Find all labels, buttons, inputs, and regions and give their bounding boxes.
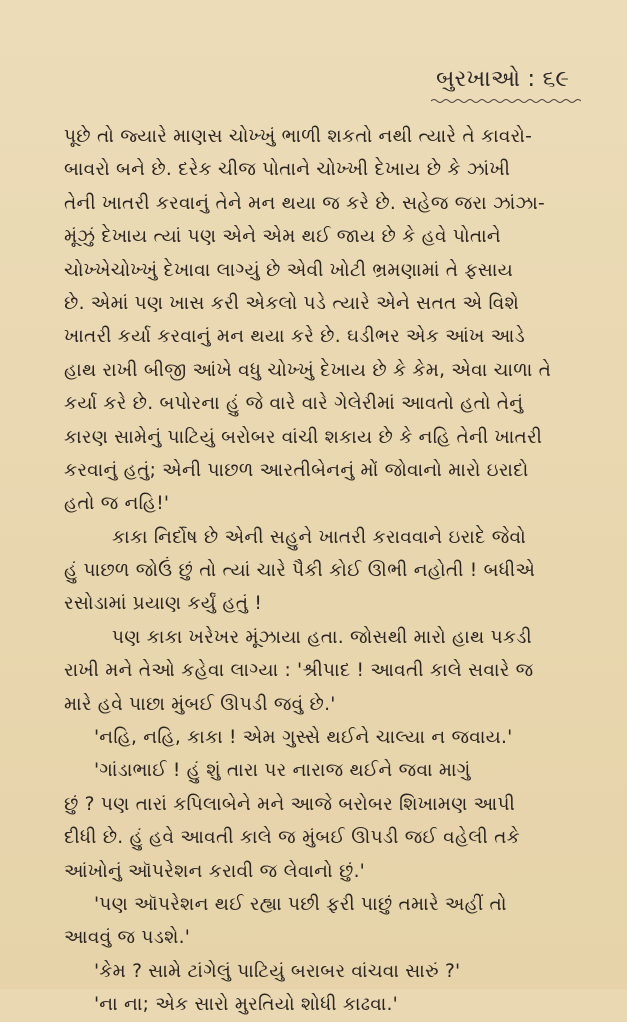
- text-line: મારે હવે પાછા મુંબઈ ઊપડી જવું છે.': [64, 693, 336, 715]
- text-line: કાકા નિર્દોષ છે એની સહુને ખાતરી કરાવવાને ઇરાદે જેવો: [112, 526, 526, 548]
- body-text: [64, 120, 584, 1022]
- text-line: છું ? પણ તારાં કપિલાબેને મને આજે બરોબર શિખામણ આપી: [64, 793, 516, 815]
- text-line: કર્યા કરે છે. બપોરના હું જે વારે વારે ગેલેરીમાં આવતો હતો તેનું: [64, 393, 524, 415]
- text-line: કારણ સામેનું પાટિયું બરોબર વાંચી શકાય છે કે નહિ તેની ખાતરી: [64, 426, 543, 448]
- text-line: છે. એમાં પણ ખાસ કરી એકલો પડે ત્યારે એને સતત એ વિશે: [64, 292, 520, 314]
- text-line: ચોખ્ખેચોખ્ખું દેખાવા લાગ્યું છે એવી ખોટી ભ્રમણામાં તે ફસાય: [64, 259, 514, 281]
- text-line: હાથ રાખી બીજી આંખે વધુ ચોખ્ખું દેખાય છે કે કેમ, એવા ચાળા તે: [64, 359, 552, 381]
- text-line: ખાતરી કર્યા કરવાનું મન થયા કરે છે. ઘડીભર એક આંખ આડે: [64, 326, 525, 348]
- text-line: 'ના ના; એક સારો મુરતિયો શોધી કાઢવા.': [94, 994, 398, 1016]
- text-line: રાખી મને તેઓ કહેવા લાગ્યા : 'શ્રીપાદ ! આવતી કાલે સવારે જ: [64, 660, 534, 682]
- text-line: કરવાનું હતું; એની પાછળ આરતીબેનનું મોં જોવાનો મારો ઇરાદો: [64, 459, 529, 481]
- text-line: મૂંઝું દેખાય ત્યાં પણ એને એમ થઈ જાય છે કે હવે પોતાને: [64, 226, 501, 248]
- text-line: પૂછે તો જ્યારે માણસ ચોખ્ખું ભાળી શકતો નથી ત્યારે તે કાવરો-: [64, 126, 533, 147]
- text-line: આંખોનું ઑપરેશન કરાવી જ લેવાનો છું.': [64, 860, 365, 882]
- text-line: દીધી છે. હું હવે આવતી કાલે જ મુંબઈ ઊપડી જઈ વહેલી તકે: [64, 827, 520, 849]
- text-line: 'પણ ઑપરેશન થઈ રહ્યા પછી ફરી પાછું તમારે અહીં તો: [94, 893, 507, 915]
- text-line: 'ગાંડાભાઈ ! હું શું તારા પર નારાજ થઈને જવા માગું: [94, 760, 471, 782]
- text-line: 'નહિ, નહિ, કાકા ! એમ ગુસ્સે થઈને ચાલ્યા ન જવાય.': [94, 727, 513, 749]
- text-line: 'કેમ ? સામે ટાંગેલું પાટિયું બરાબર વાંચવા સારું ?': [94, 960, 461, 982]
- text-line: રસોડામાં પ્રયાણ કર્યું હતું !: [64, 593, 263, 615]
- running-header: બુરખાઓ : ૬૯: [435, 66, 569, 92]
- text-line: હું પાછળ જોઉં છું તો ત્યાં ચારે પૈકી કોઈ ઊભી નહોતી ! બધીએ: [64, 560, 536, 582]
- header-wavy-rule: [431, 97, 581, 105]
- text-line: હતો જ નહિ!': [64, 493, 170, 515]
- text-line: તેની ખાતરી કરવાનું તેને મન થયા જ કરે છે. સહેજ જરા ઝાંઝા-: [64, 192, 545, 214]
- text-line: બાવરો બને છે. દરેક ચીજ પોતાને ચોખ્ખી દેખાય છે કે ઝાંખી: [64, 159, 511, 181]
- text-line: પણ કાકા ખરેખર મૂંઝાયા હતા. જોસથી મારો હાથ પકડી: [112, 626, 532, 648]
- text-line: આવવું જ પડશે.': [64, 927, 191, 949]
